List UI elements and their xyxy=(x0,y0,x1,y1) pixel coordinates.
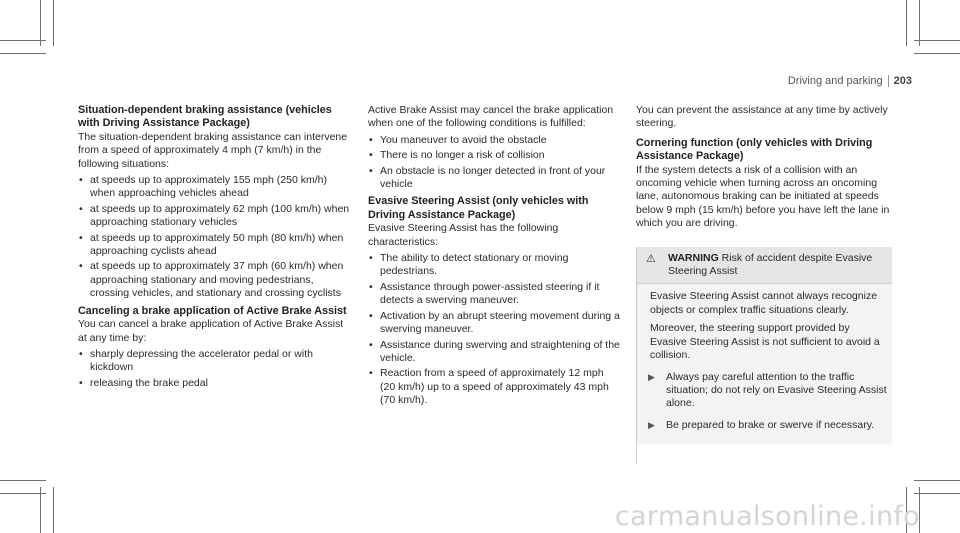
list-item: • Activation by an abrupt steering movement during a swerving maneuver. xyxy=(368,310,620,337)
action-text: Always pay careful attention to the traffic situation; do not rely on Evasive Steering Assist alone. xyxy=(666,370,887,410)
list-item: • An obstacle is no longer detected in front of your vehicle xyxy=(368,165,620,192)
page-number: 203 xyxy=(888,75,912,87)
column-3 xyxy=(636,104,892,444)
crop-mark xyxy=(914,480,960,481)
warning-header xyxy=(636,247,892,285)
crop-mark xyxy=(906,0,907,46)
warning-paragraph: Evasive Steering Assist cannot always recognize objects or complex traffic situations clearly. xyxy=(650,290,878,316)
warning-title: Risk of accident despite Evasive Steering Assist xyxy=(668,251,873,278)
column-1 xyxy=(78,104,350,394)
list-item: • Assistance through power-assisted steering if it detects a swerving maneuver. xyxy=(368,281,620,308)
list-item: • You maneuver to avoid the obstacle xyxy=(368,134,620,147)
crop-mark xyxy=(0,493,46,494)
crop-mark xyxy=(53,487,54,533)
list-item: • The ability to detect stationary or moving pedestrians. xyxy=(368,252,620,279)
column-2 xyxy=(368,104,620,412)
crop-mark xyxy=(0,53,46,54)
paragraph: You can prevent the assistance at any time by actively steering. xyxy=(636,104,888,130)
crop-mark xyxy=(0,480,46,481)
warning-label: WARNING xyxy=(668,251,719,264)
list-item: • Assistance during swerving and straightening of the vehicle. xyxy=(368,339,620,366)
paragraph: Active Brake Assist may cancel the brake application when one of the following conditions is fulfilled: xyxy=(368,104,614,130)
crop-mark xyxy=(914,53,960,54)
list-item: • at speeds up to approximately 155 mph (250 km/h) when approaching vehicles ahead xyxy=(78,174,350,201)
list-item: • sharply depressing the accelerator pedal or with kickdown xyxy=(78,348,350,375)
paragraph: Evasive Steering Assist has the following characteristics: xyxy=(368,222,559,248)
heading-cancel-brake: Canceling a brake application of Active Brake Assist xyxy=(78,304,347,317)
warning-box xyxy=(636,247,892,444)
heading-cornering-function: Cornering function (only vehicles with Driving Assistance Package) xyxy=(636,136,873,163)
warning-paragraph: Moreover, the steering support provided by Evasive Steering Assist is not sufficient to avoid a collision. xyxy=(650,322,880,362)
action-text: Be prepared to brake or swerve if necessary. xyxy=(666,418,875,431)
action-item xyxy=(636,419,892,432)
heading-situation-braking: Situation-dependent braking assistance (vehicles with Driving Assistance Package) xyxy=(78,104,332,130)
warning-body xyxy=(636,284,892,362)
cancel-conditions-list xyxy=(368,134,620,192)
heading-evasive-steering: Evasive Steering Assist (only vehicles with Driving Assistance Package) xyxy=(368,195,589,221)
watermark: carmanualsonline.info xyxy=(614,500,920,532)
action-item xyxy=(636,371,892,411)
paragraph: The situation-dependent braking assistance can intervene from a speed of approximately 4 mph (7 km/h) in the following situations: xyxy=(78,130,348,170)
warning-triangle-icon: ⚠ xyxy=(646,252,656,265)
characteristics-list xyxy=(368,252,620,407)
arrow-right-icon: ▶ xyxy=(648,371,655,382)
crop-mark xyxy=(914,493,960,494)
crop-mark xyxy=(53,0,54,46)
crop-mark xyxy=(914,40,960,41)
crop-mark xyxy=(0,40,46,41)
page-header xyxy=(788,75,912,88)
arrow-right-icon: ▶ xyxy=(648,419,655,430)
paragraph: If the system detects a risk of a collision with an oncoming vehicle when turning across an oncoming lane, autonomous braking can be initiated at speeds below 9 mph (15 km/h) before you have left the lane in which you are driving. xyxy=(636,163,890,230)
list-item: • There is no longer a risk of collision xyxy=(368,149,620,162)
cancel-list xyxy=(78,348,350,390)
list-item: • Reaction from a speed of approximately 12 mph (20 km/h) up to a speed of approximately 43 mph (70 km/h). xyxy=(368,367,620,407)
list-item: • at speeds up to approximately 37 mph (60 km/h) when approaching stationary and moving pedestrians, crossing vehicles, and stationary and crossing cyclists xyxy=(78,260,350,300)
speed-list xyxy=(78,174,350,301)
crop-mark xyxy=(919,0,920,46)
section-title: Driving and parking xyxy=(787,75,883,87)
list-item: • at speeds up to approximately 50 mph (80 km/h) when approaching cyclists ahead xyxy=(78,232,350,259)
list-item: • at speeds up to approximately 62 mph (100 km/h) when approaching stationary vehicles xyxy=(78,203,350,230)
list-item: • releasing the brake pedal xyxy=(78,377,350,390)
paragraph: You can cancel a brake application of Active Brake Assist at any time by: xyxy=(78,318,344,344)
